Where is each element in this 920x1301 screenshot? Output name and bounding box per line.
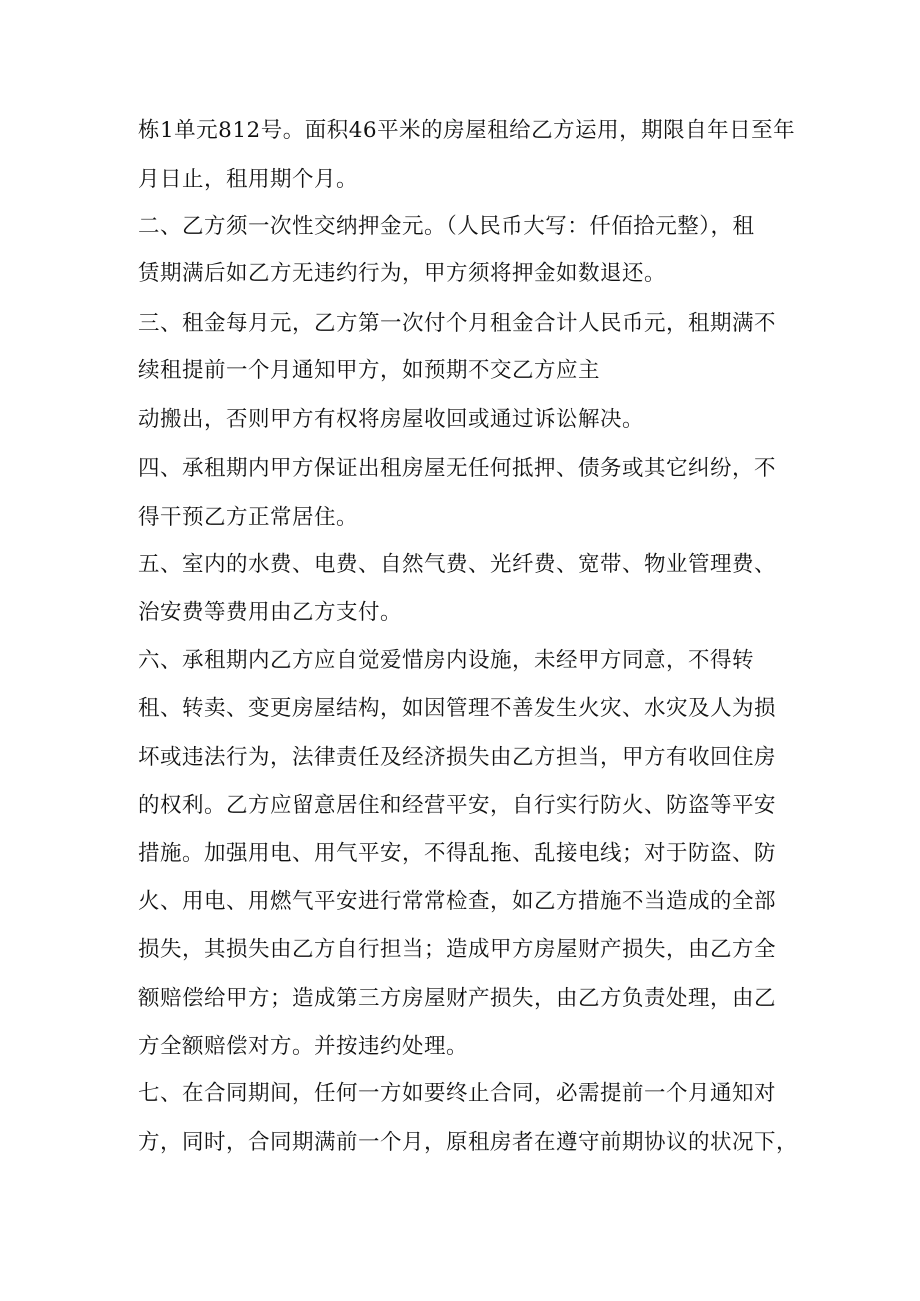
text-line: 额赔偿给甲方；造成第三方房屋财产损失，由乙方负责处理，由乙: [138, 986, 777, 1011]
text-line: 三、租金每月元，乙方第一次付个月租金合计人民币元，租期满不: [138, 311, 777, 336]
text-line: 四、承租期内甲方保证出租房屋无任何抵押、债务或其它纠纷，不: [138, 456, 777, 481]
text-line: 的权利。乙方应留意居住和经营平安，自行实行防火、防盗等平安: [138, 793, 777, 818]
text-line: 六、承租期内乙方应自觉爱惜房内设施，未经甲方同意，不得转: [138, 648, 755, 673]
text-line: 动搬出，否则甲方有权将房屋收回或通过诉讼解决。: [138, 407, 645, 432]
text-line: 方，同时，合同期满前一个月，原租房者在遵守前期协议的状况下，: [138, 1130, 799, 1155]
text-line: 月日止，租用期个月。: [138, 167, 359, 192]
text-line: 损失，其损失由乙方自行担当；造成甲方房屋财产损失，由乙方全: [138, 937, 777, 962]
text-line: 栋1单元812号。面积46平米的房屋租给乙方运用，期限自年日至年: [138, 118, 796, 143]
text-line: 措施。加强用电、用气平安，不得乱拖、乱接电线；对于防盗、防: [138, 841, 777, 866]
text-line: 租、转卖、变更房屋结构，如因管理不善发生火灾、水灾及人为损: [138, 696, 777, 721]
text-line: 方全额赔偿对方。并按违约处理。: [138, 1034, 469, 1059]
text-line: 坏或违法行为，法律责任及经济损失由乙方担当，甲方有收回住房: [138, 745, 777, 770]
text-line: 七、在合同期间，任何一方如要终止合同，必需提前一个月通知对: [138, 1081, 777, 1106]
text-line: 续租提前一个月通知甲方，如预期不交乙方应主: [138, 358, 601, 383]
text-line: 赁期满后如乙方无违约行为，甲方须将押金如数退还。: [138, 261, 667, 286]
text-line: 五、室内的水费、电费、自然气费、光纤费、宽带、物业管理费、: [138, 552, 777, 577]
text-line: 二、乙方须一次性交纳押金元。（人民币大写：仟佰拾元整），租: [138, 214, 755, 239]
text-line: 火、用电、用燃气平安进行常常检查，如乙方措施不当造成的全部: [138, 889, 777, 914]
text-line: 得干预乙方正常居住。: [138, 505, 359, 530]
text-line: 治安费等费用由乙方支付。: [138, 600, 403, 625]
